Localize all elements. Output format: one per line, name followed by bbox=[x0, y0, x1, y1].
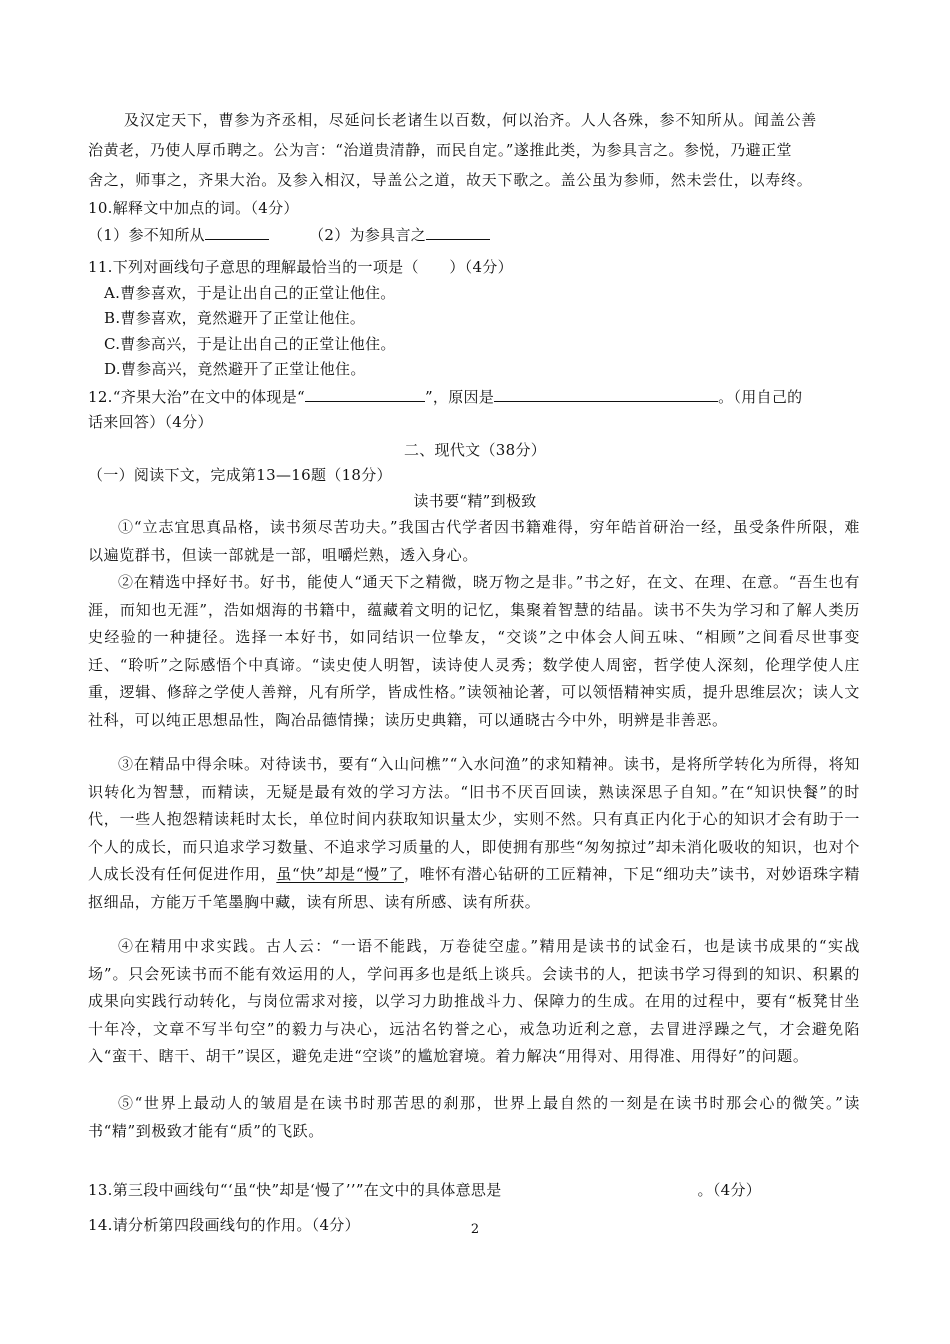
passage-line-1: 及汉定天下，曹参为齐丞相，尽延问长老诸生以百数，何以治齐。人人各殊，参不知所从。闻盖公善 bbox=[124, 111, 818, 129]
section-title: 二、现代文（38分） bbox=[403, 441, 547, 459]
answer-blank-10-1[interactable] bbox=[205, 221, 269, 240]
question-12-line-2: 话来回答）（4分） bbox=[88, 413, 213, 431]
question-12-part-1: 12.“齐果大治”在文中的体现是“ bbox=[88, 388, 305, 406]
question-10-stem: 10.解释文中加点的词。（4分） bbox=[88, 199, 299, 217]
option-c: C.曹参高兴，于是让出自己的正堂让他住。 bbox=[104, 335, 396, 353]
question-14: 14.请分析第四段画线句的作用。（4分） bbox=[88, 1216, 360, 1234]
question-10-items bbox=[88, 221, 490, 248]
question-13-part-2: 。（4分） bbox=[697, 1181, 762, 1199]
article-paragraph-3 bbox=[88, 751, 860, 916]
article-title: 读书要“精”到极致 bbox=[413, 492, 537, 510]
page-number: 2 bbox=[470, 1222, 480, 1237]
article-paragraph-3-part-1: ③在精品中得余味。对待读书，要有“入山问樵”“入水问渔”的求知精神。读书，是将所学转化为所得，将知识转化为智慧，而精读，无疑是最有效的学习方法。“旧书不厌百回读，熟读深思子自知。”在“知识快餐”的时代，一些人抱怨精读耗时太长，单位时间内获取知识量太少，实则不然。只有真正内化于心的知识才会有助于一个人的成长，而只追求学习数量、不追求学习质量的人，即使拥有那些“匆匆掠过”却未消化吸收的知识，也对个人成长没有任何促进作用， bbox=[88, 755, 860, 883]
passage-line-3: 舍之，师事之，齐果大治。及参入相汉，导盖公之道，故天下歌之。盖公虽为参师，然未尝仕，以寿终。 bbox=[88, 171, 813, 189]
article-paragraph-3-part-2: ，唯怀有潜心钻研的工匠精神，下足“细功夫”读书，对妙语珠字精抠细品，方能万千笔墨胸中藏，读有所思、读有所感、读有所获。 bbox=[88, 865, 860, 911]
option-a: A.曹参喜欢，于是让出自己的正堂让他住。 bbox=[104, 284, 396, 302]
article-paragraph-1: ①“立志宜思真品格，读书须尽苦功夫。”我国古代学者因书籍难得，穷年皓首研治一经，虽受条件所限，难以遍览群书，但读一部就是一部，咀嚼烂熟，透入身心。 bbox=[88, 518, 860, 564]
question-10-item-1: （1）参不知所从 bbox=[88, 226, 205, 244]
question-13-part-1: 13.第三段中画线句“‘虽“快”却是‘慢了’’”在文中的具体意思是 bbox=[88, 1181, 502, 1199]
option-b: B.曹参喜欢，竟然避开了正堂让他住。 bbox=[104, 309, 366, 327]
question-10-item-2: （2）为参具言之 bbox=[309, 226, 427, 244]
answer-blank-12-1[interactable] bbox=[305, 383, 425, 402]
question-12-line-1 bbox=[88, 383, 802, 410]
article-paragraph-4: ④在精用中求实践。古人云：“一语不能践，万卷徒空虚。”精用是读书的试金石，也是读书成果的“实战场”。只会死读书而不能有效运用的人，学问再多也是纸上谈兵。会读书的人，把读书学习得到的知识、积累的成果向实践行动转化，与岗位需求对接，以学习力助推战斗力、保障力的生成。在用的过程中，要有“板凳甘坐十年冷，文章不写半句空”的毅力与决心，远沽名钓誉之心，戒急功近利之意，去冒进浮躁之气，才会避免陷入“蛮干、瞎干、胡干”误区，避免走进“空谈”的尴尬窘境。着力解决“用得对、用得准、用得好”的问题。 bbox=[88, 937, 860, 1065]
answer-blank-12-2[interactable] bbox=[494, 383, 718, 402]
answer-blank-10-2[interactable] bbox=[426, 221, 490, 240]
article-paragraph-5: ⑤“世界上最动人的皱眉是在读书时那苦思的刹那，世界上最自然的一刻是在读书时那会心的微笑。”读书“精”到极致才能有“质”的飞跃。 bbox=[88, 1094, 860, 1140]
underlined-sentence: 虽“快”却是“慢”了 bbox=[276, 865, 404, 883]
question-12-part-2: ”，原因是 bbox=[424, 388, 495, 406]
section-subtitle: （一）阅读下文，完成第13—16题（18分） bbox=[88, 466, 392, 484]
article-paragraph-2: ②在精选中择好书。好书，能使人“通天下之精微，晓万物之是非。”书之好，在文、在理、在意。“吾生也有涯，而知也无涯”，浩如烟海的书籍中，蕴藏着文明的记忆，集聚着智慧的结晶。读书不失为学习和了解人类历史经验的一种捷径。选择一本好书，如同结识一位挚友，“交谈”之中体会人间五味、“相顾”之间看尽世事变迁、“聆听”之际感悟个中真谛。“读史使人明智，读诗使人灵秀；数学使人周密，哲学使人深刻，伦理学使人庄重，逻辑、修辞之学使人善辩，凡有所学，皆成性格。”读领袖论著，可以领悟精神实质，提升思维层次；读人文社科，可以纯正思想品性，陶冶品德情操；读历史典籍，可以通晓古今中外，明辨是非善恶。 bbox=[88, 573, 861, 729]
passage-line-2: 治黄老，乃使人厚币聘之。公为言：“治道贵清静，而民自定。”遂推此类，为参具言之。参悦，乃避正堂 bbox=[88, 141, 792, 159]
question-11-stem: 11.下列对画线句子意思的理解最恰当的一项是（ ）（4分） bbox=[88, 258, 513, 276]
question-12-part-3: 。（用自己的 bbox=[718, 388, 803, 406]
option-d: D.曹参高兴，竟然避开了正堂让他住。 bbox=[104, 360, 366, 378]
question-13 bbox=[88, 1177, 761, 1203]
